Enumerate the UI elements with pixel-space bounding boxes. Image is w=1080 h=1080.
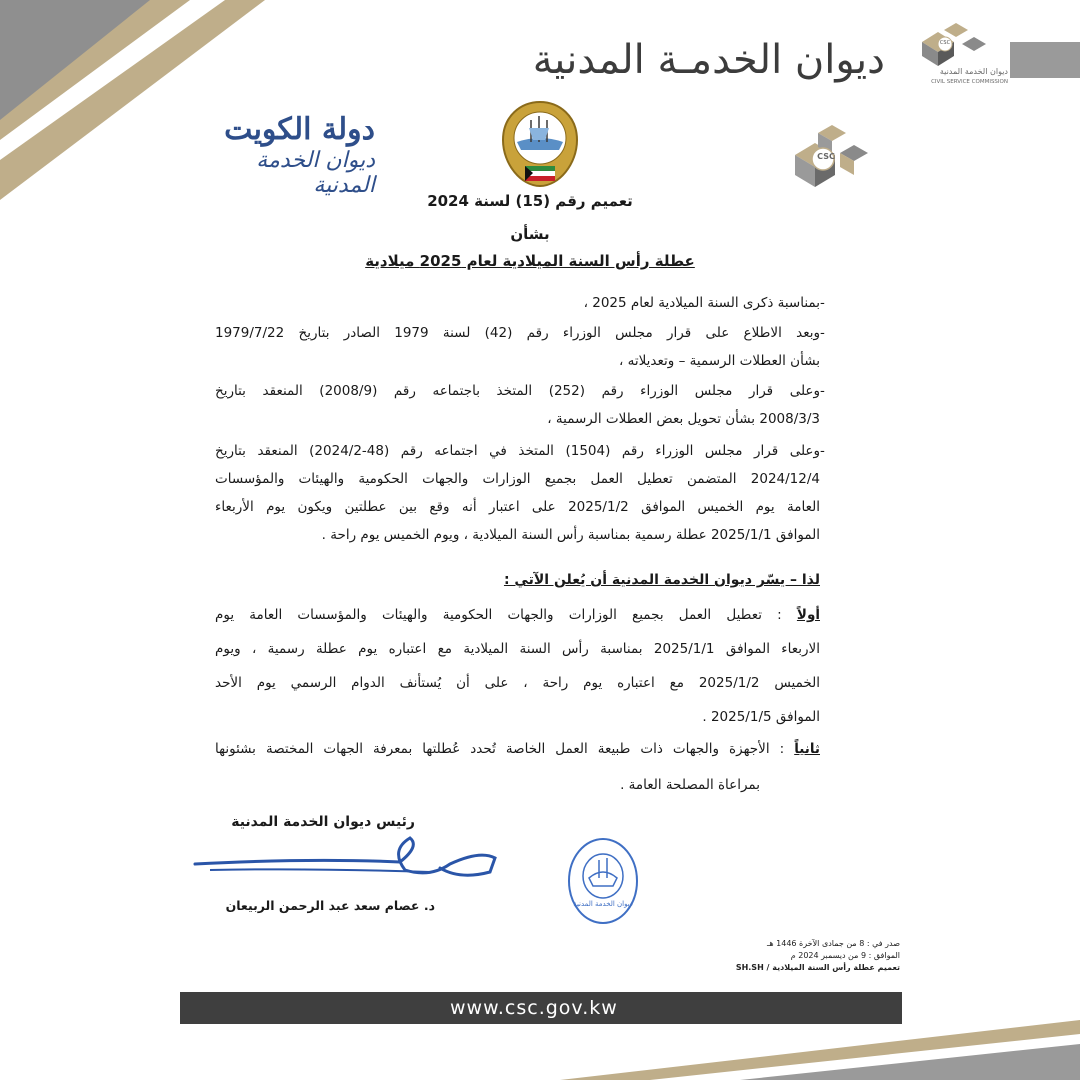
header-logo-badge: CSC <box>939 40 951 46</box>
circular-number: تعميم رقم (15) لسنة 2024 <box>427 192 633 210</box>
clause-second-label: ثانياً <box>794 741 820 757</box>
issue-date-hijri: صدر في : 8 من جمادى الآخرة 1446 هـ <box>767 939 900 948</box>
preamble-line: وعلى قرار مجلس الوزراء رقم (1504) المتخذ في اجتماعه رقم (48-2024/2) المنعقد بتاريخ <box>215 443 821 459</box>
clause-second <box>215 738 820 796</box>
header-logo-name-en: CIVIL SERVICE COMMISSION <box>931 79 1008 85</box>
bullet-dash-icon: - <box>820 325 825 341</box>
signature-title: رئيس ديوان الخدمة المدنية <box>231 814 415 830</box>
clause-line <box>215 738 820 760</box>
circular-subject: عطلة رأس السنة الميلادية لعام 2025 ميلادية <box>365 252 695 270</box>
stamp-text: ديوان الخدمة المدنية <box>573 900 633 908</box>
clause-line: بمراعاة المصلحة العامة . <box>620 777 760 793</box>
signature-name: د. عصام سعد عبد الرحمن الربيعان <box>225 898 435 913</box>
header-title: ديوان الخدمـة المدنية <box>532 37 885 83</box>
clause-line <box>215 604 820 626</box>
preamble-line: الموافق 2025/1/1 عطلة رسمية بمناسبة رأس السنة الميلادية ، ويوم الخميس يوم راحة . <box>321 527 820 543</box>
kuwait-emblem-icon <box>495 98 585 190</box>
preamble-line: بمناسبة ذكرى السنة الميلادية لعام 2025 ، <box>583 295 820 311</box>
circular-regarding: بشأن <box>510 225 550 243</box>
bullet-dash-icon: - <box>820 295 825 311</box>
issue-meta <box>650 938 900 974</box>
preamble-item-2 <box>215 322 820 372</box>
clause-first <box>215 604 820 728</box>
official-stamp-icon <box>565 836 641 926</box>
preamble-line: بشأن العطلات الرسمية – وتعديلاته ، <box>618 353 820 369</box>
letterhead-state: دولة الكويت <box>224 112 375 147</box>
clause-second-text: : الأجهزة والجهات ذات طبيعة العمل الخاصة تُحدد عُطلتها بمعرفة الجهات المختصة بشئونها <box>215 741 785 757</box>
header-logo-name-ar: ديوان الخدمة المدنية <box>939 67 1008 76</box>
issue-date-gregorian: الموافق : 9 من ديسمبر 2024 م <box>790 951 900 960</box>
preamble-item-3 <box>215 380 820 430</box>
corner-decoration-bottom-right <box>560 1020 1080 1080</box>
announcement: لذا – يسّر ديوان الخدمة المدنية أن يُعلن الآتي : <box>503 572 820 588</box>
bullet-dash-icon: - <box>820 443 825 459</box>
preamble-line: 2024/12/4 المتضمن تعطيل العمل بجميع الوزارات والجهات الحكومية والهيئات والمؤسسات <box>215 471 820 487</box>
footer-url[interactable]: www.csc.gov.kw <box>450 997 618 1019</box>
clause-line: الاربعاء الموافق 2025/1/1 بمناسبة رأس السنة الميلادية مع اعتباره يوم عطلة رسمية ، ويوم <box>215 641 820 657</box>
preamble-line: وبعد الاطلاع على قرار مجلس الوزراء رقم (42) لسنة 1979 الصادر بتاريخ 1979/7/22 <box>215 325 820 341</box>
csc-logo-icon <box>900 20 1010 68</box>
preamble-item-1 <box>215 292 820 314</box>
clause-line: الخميس 2025/1/2 مع اعتباره يوم راحة ، على أن يُستأنف الدوام الرسمي يوم الأحد <box>215 675 820 691</box>
preamble-line: العامة يوم الخميس الموافق 2025/1/2 على اعتبار أنه وقع بين عطلتين ويكون يوم الأربعاء <box>215 499 820 515</box>
clause-line: الموافق 2025/1/5 . <box>702 709 820 725</box>
preamble-item-4 <box>215 440 820 546</box>
letterhead-badge: CSC <box>817 152 835 161</box>
preamble-line: وعلى قرار مجلس الوزراء رقم (252) المتخذ باجتماعه رقم (2008/9) المنعقد بتاريخ <box>215 383 820 399</box>
header-logo <box>900 20 1010 92</box>
signature-mark-icon <box>190 828 510 888</box>
bullet-dash-icon: - <box>820 383 825 399</box>
preamble-line: 2008/3/3 بشأن تحويل بعض العطلات الرسمية ، <box>547 411 820 427</box>
issue-reference: تعميم عطلة رأس السنة الميلادية / SH.SH <box>735 963 900 972</box>
clause-first-label: أولاً <box>796 607 820 623</box>
letterhead-agency: ديوان الخدمة المدنية <box>256 148 375 198</box>
clause-first-text: : تعطيل العمل بجميع الوزارات والجهات الحكومية والهيئات والمؤسسات العامة يوم <box>215 607 782 623</box>
